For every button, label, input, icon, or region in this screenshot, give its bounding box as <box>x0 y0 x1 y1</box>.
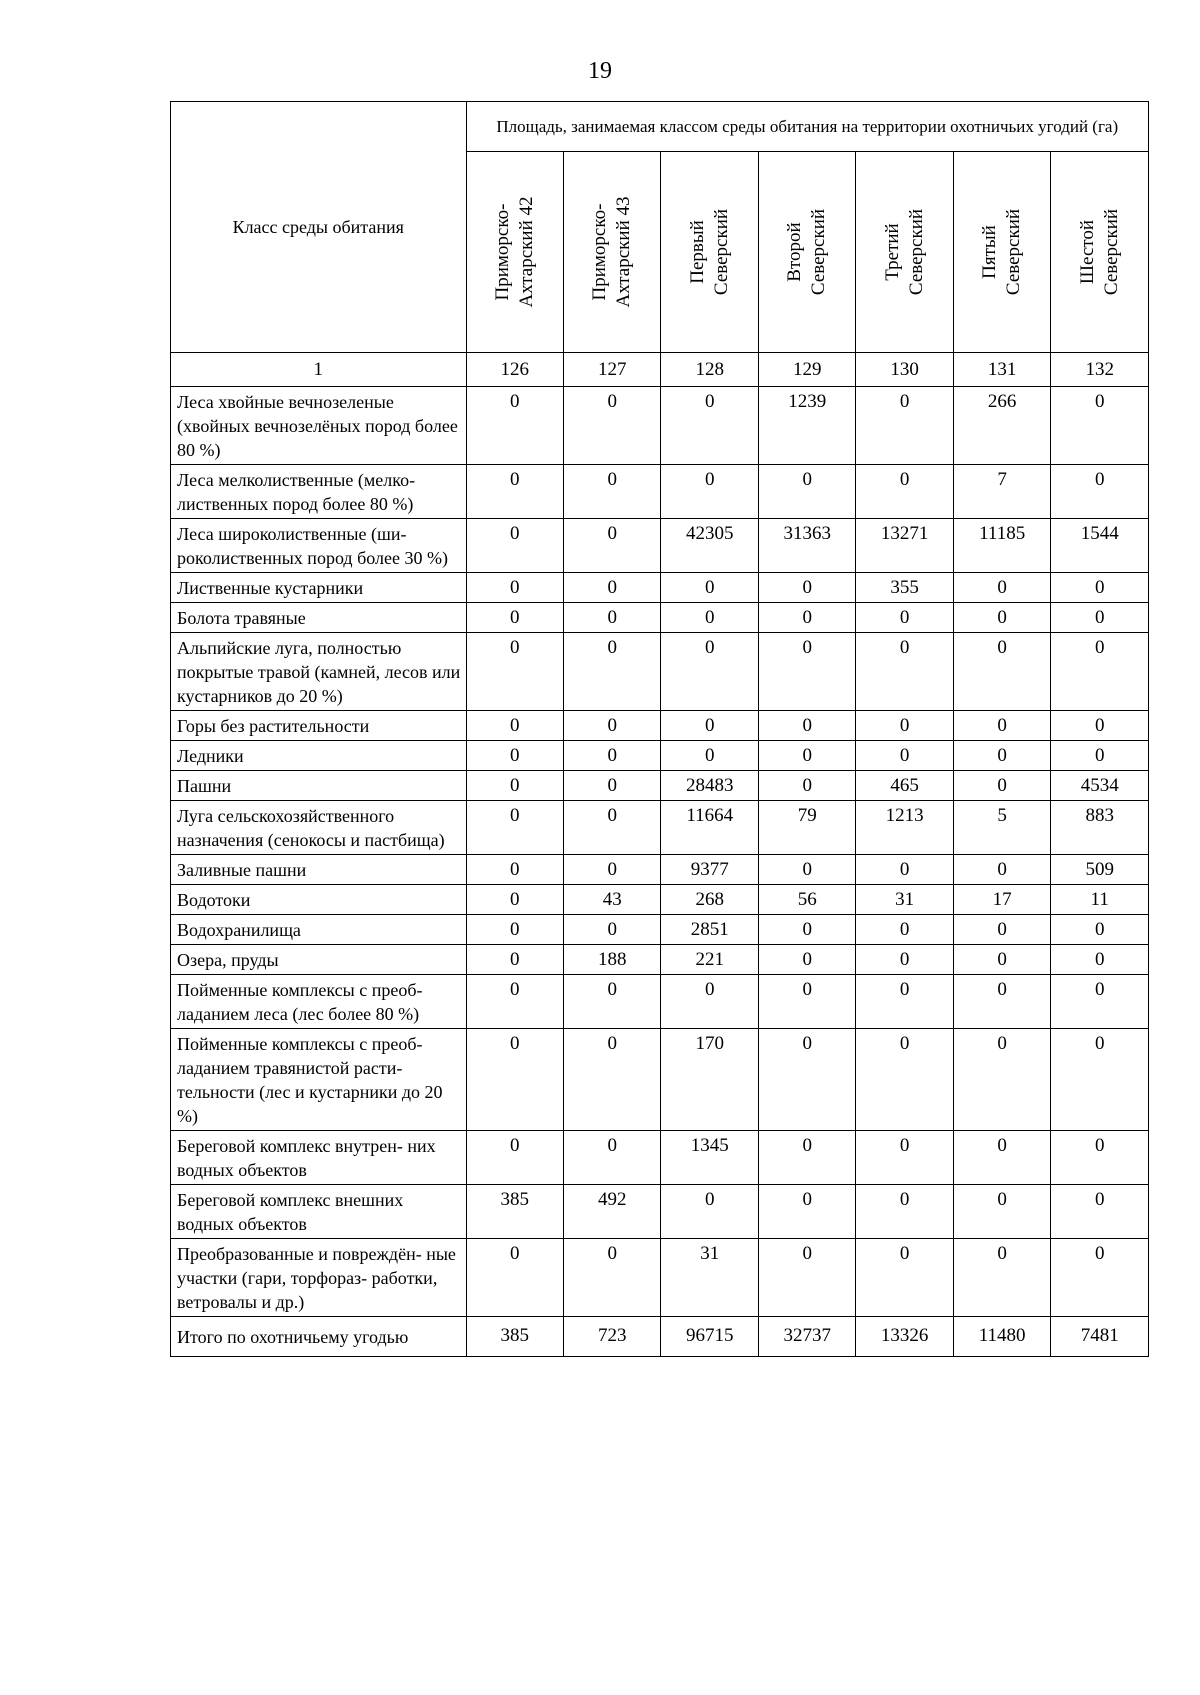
area-value: 0 <box>856 741 953 771</box>
habitat-class-name: Леса широколиственные (ши- роколиственных пород более 30 %) <box>171 519 467 573</box>
area-value: 7 <box>953 465 1050 519</box>
area-value: 0 <box>1051 741 1149 771</box>
area-value: 0 <box>563 741 660 771</box>
area-value: 0 <box>466 741 563 771</box>
area-value: 0 <box>856 1185 953 1239</box>
area-value: 0 <box>953 915 1050 945</box>
table-row <box>171 771 1149 801</box>
column-header-line: Третий <box>881 223 903 281</box>
area-value: 0 <box>466 633 563 711</box>
column-header-label <box>783 162 831 342</box>
habitat-class-name: Болота травяные <box>171 603 467 633</box>
area-value: 0 <box>1051 975 1149 1029</box>
habitat-class-name: Лиственные кустарники <box>171 573 467 603</box>
area-value: 0 <box>758 465 855 519</box>
column-header-line: Второй <box>784 222 806 282</box>
area-value: 268 <box>661 885 758 915</box>
area-value: 28483 <box>661 771 758 801</box>
area-value: 0 <box>661 603 758 633</box>
area-value: 385 <box>466 1317 563 1357</box>
area-value: 0 <box>953 711 1050 741</box>
table-row <box>171 633 1149 711</box>
habitat-class-name: Ледники <box>171 741 467 771</box>
column-header-label <box>881 162 929 342</box>
area-value: 0 <box>466 711 563 741</box>
column-header-line: Северский <box>905 208 927 296</box>
area-value: 465 <box>856 771 953 801</box>
column-header-label <box>588 162 636 342</box>
area-value: 11664 <box>661 801 758 855</box>
area-value: 0 <box>466 1239 563 1317</box>
area-value: 11480 <box>953 1317 1050 1357</box>
habitat-class-name: Леса мелколиственные (мелко- лиственных пород более 80 %) <box>171 465 467 519</box>
area-value: 0 <box>563 519 660 573</box>
area-value: 0 <box>856 915 953 945</box>
area-value: 0 <box>563 633 660 711</box>
area-value: 0 <box>953 1239 1050 1317</box>
table-row <box>171 855 1149 885</box>
area-value: 0 <box>953 1131 1050 1185</box>
area-value: 0 <box>856 633 953 711</box>
area-value: 1345 <box>661 1131 758 1185</box>
area-value: 0 <box>563 387 660 465</box>
area-value: 0 <box>953 855 1050 885</box>
column-header-line: Северский <box>1100 208 1122 296</box>
table-row <box>171 915 1149 945</box>
area-value: 13326 <box>856 1317 953 1357</box>
area-value: 0 <box>466 465 563 519</box>
area-value: 509 <box>1051 855 1149 885</box>
area-value: 0 <box>563 855 660 885</box>
area-value: 0 <box>758 1185 855 1239</box>
table-row <box>171 1131 1149 1185</box>
area-value: 0 <box>856 1239 953 1317</box>
area-value: 0 <box>758 855 855 885</box>
area-value: 883 <box>1051 801 1149 855</box>
area-value: 0 <box>466 855 563 885</box>
table-row <box>171 1239 1149 1317</box>
column-header-line: Ахтарский 43 <box>613 196 635 308</box>
habitat-class-name: Преобразованные и повреждён- ные участки (гари, торфораз- работки, ветровалы и др.) <box>171 1239 467 1317</box>
column-header-line: Приморско- <box>491 203 513 301</box>
area-value: 0 <box>466 519 563 573</box>
habitat-class-name: Луга сельскохозяйственного назначения (сенокосы и пастбища) <box>171 801 467 855</box>
column-header-line: Ахтарский 42 <box>515 196 537 308</box>
area-value: 0 <box>563 1131 660 1185</box>
area-value: 32737 <box>758 1317 855 1357</box>
area-value: 1239 <box>758 387 855 465</box>
column-header-line: Пятый <box>979 225 1001 279</box>
table-row <box>171 1029 1149 1131</box>
area-value: 0 <box>856 975 953 1029</box>
column-header <box>953 152 1050 353</box>
habitat-class-name: Береговой комплекс внешних водных объектов <box>171 1185 467 1239</box>
area-value: 188 <box>563 945 660 975</box>
area-value: 0 <box>1051 465 1149 519</box>
area-value: 0 <box>466 801 563 855</box>
habitat-area-table <box>170 101 1149 1357</box>
area-value: 0 <box>1051 1185 1149 1239</box>
area-value: 0 <box>856 855 953 885</box>
table-row <box>171 885 1149 915</box>
area-value: 0 <box>1051 1131 1149 1185</box>
column-header-line: Северский <box>1003 208 1025 296</box>
area-value: 0 <box>661 975 758 1029</box>
area-value: 0 <box>758 771 855 801</box>
column-header-label <box>1076 162 1124 342</box>
area-value: 79 <box>758 801 855 855</box>
area-value: 0 <box>1051 711 1149 741</box>
table-row <box>171 519 1149 573</box>
area-value: 0 <box>1051 1029 1149 1131</box>
table-row <box>171 573 1149 603</box>
column-number: 128 <box>661 353 758 387</box>
column-number: 132 <box>1051 353 1149 387</box>
area-value: 0 <box>563 1239 660 1317</box>
area-value: 1213 <box>856 801 953 855</box>
area-value: 0 <box>953 1029 1050 1131</box>
area-value: 4534 <box>1051 771 1149 801</box>
area-value: 0 <box>953 1185 1050 1239</box>
area-value: 0 <box>466 603 563 633</box>
column-header-label <box>491 162 539 342</box>
area-value: 0 <box>661 1185 758 1239</box>
habitat-class-name: Итого по охотничьему угодью <box>171 1317 467 1357</box>
area-value: 0 <box>563 915 660 945</box>
area-value: 0 <box>1051 603 1149 633</box>
column-header <box>661 152 758 353</box>
area-value: 0 <box>856 465 953 519</box>
column-number-row <box>171 353 1149 387</box>
area-value: 0 <box>953 633 1050 711</box>
area-value: 385 <box>466 1185 563 1239</box>
habitat-class-name: Леса хвойные вечнозеленые (хвойных вечнозелёных пород более 80 %) <box>171 387 467 465</box>
column-header <box>563 152 660 353</box>
column-header <box>758 152 855 353</box>
area-value: 17 <box>953 885 1050 915</box>
area-value: 31 <box>856 885 953 915</box>
table-row <box>171 711 1149 741</box>
area-value: 0 <box>1051 573 1149 603</box>
habitat-class-name: Пашни <box>171 771 467 801</box>
area-value: 0 <box>466 387 563 465</box>
area-value: 0 <box>563 573 660 603</box>
column-header-line: Шестой <box>1076 219 1098 285</box>
table-row <box>171 465 1149 519</box>
area-value: 0 <box>953 975 1050 1029</box>
area-value: 0 <box>856 945 953 975</box>
habitat-class-name: Пойменные комплексы с преоб- ладанием травянистой расти- тельности (лес и кустарники до 20 %) <box>171 1029 467 1131</box>
area-value: 0 <box>758 1239 855 1317</box>
area-value: 0 <box>563 801 660 855</box>
habitat-class-name: Заливные пашни <box>171 855 467 885</box>
area-value: 0 <box>1051 1239 1149 1317</box>
column-header <box>1051 152 1149 353</box>
area-value: 0 <box>1051 633 1149 711</box>
column-number: 131 <box>953 353 1050 387</box>
column-header-label <box>686 162 734 342</box>
area-value: 0 <box>661 633 758 711</box>
area-value: 0 <box>466 573 563 603</box>
area-value: 492 <box>563 1185 660 1239</box>
area-value: 0 <box>856 1029 953 1131</box>
area-value: 0 <box>466 1131 563 1185</box>
area-value: 0 <box>563 603 660 633</box>
habitat-class-name: Пойменные комплексы с преоб- ладанием леса (лес более 80 %) <box>171 975 467 1029</box>
area-value: 7481 <box>1051 1317 1149 1357</box>
area-value: 0 <box>758 975 855 1029</box>
area-value: 0 <box>563 975 660 1029</box>
habitat-class-name: Водотоки <box>171 885 467 915</box>
page-number: 19 <box>588 58 612 84</box>
area-value: 0 <box>758 915 855 945</box>
area-value: 0 <box>758 633 855 711</box>
column-header-line: Северский <box>808 208 830 296</box>
column-number: 1 <box>171 353 467 387</box>
habitat-class-name: Водохранилища <box>171 915 467 945</box>
column-number: 127 <box>563 353 660 387</box>
table-row <box>171 1185 1149 1239</box>
area-value: 723 <box>563 1317 660 1357</box>
table-row <box>171 741 1149 771</box>
habitat-class-name: Альпийские луга, полностью покрытые травой (камней, лесов или кустарников до 20 %) <box>171 633 467 711</box>
area-value: 0 <box>466 885 563 915</box>
column-header-line: Северский <box>710 208 732 296</box>
area-value: 0 <box>661 741 758 771</box>
column-header-label <box>978 162 1026 342</box>
area-value: 0 <box>466 915 563 945</box>
area-value: 42305 <box>661 519 758 573</box>
habitat-class-name: Озера, пруды <box>171 945 467 975</box>
area-value: 96715 <box>661 1317 758 1357</box>
area-value: 11 <box>1051 885 1149 915</box>
area-value: 0 <box>953 603 1050 633</box>
area-value: 43 <box>563 885 660 915</box>
area-value: 56 <box>758 885 855 915</box>
area-value: 2851 <box>661 915 758 945</box>
habitat-class-name: Береговой комплекс внутрен- них водных объектов <box>171 1131 467 1185</box>
area-value: 0 <box>953 573 1050 603</box>
column-number: 130 <box>856 353 953 387</box>
area-value: 0 <box>953 741 1050 771</box>
class-header: Класс среды обитания <box>171 102 467 353</box>
area-value: 0 <box>466 975 563 1029</box>
area-value: 0 <box>758 603 855 633</box>
area-value: 0 <box>758 711 855 741</box>
area-value: 11185 <box>953 519 1050 573</box>
area-value: 0 <box>661 711 758 741</box>
area-value: 0 <box>856 711 953 741</box>
column-header <box>466 152 563 353</box>
area-value: 0 <box>466 945 563 975</box>
area-value: 1544 <box>1051 519 1149 573</box>
column-number: 126 <box>466 353 563 387</box>
area-value: 0 <box>758 1131 855 1185</box>
area-value: 0 <box>953 945 1050 975</box>
area-value: 0 <box>563 771 660 801</box>
area-value: 0 <box>661 387 758 465</box>
area-value: 0 <box>563 465 660 519</box>
area-value: 0 <box>661 573 758 603</box>
table-row <box>171 603 1149 633</box>
area-value: 13271 <box>856 519 953 573</box>
area-value: 31363 <box>758 519 855 573</box>
table-row <box>171 975 1149 1029</box>
area-group-header: Площадь, занимаемая классом среды обитания на территории охотничьих угодий (га) <box>466 102 1149 152</box>
habitat-class-name: Горы без растительности <box>171 711 467 741</box>
column-number: 129 <box>758 353 855 387</box>
area-value: 0 <box>1051 915 1149 945</box>
area-value: 0 <box>758 741 855 771</box>
area-value: 0 <box>563 711 660 741</box>
area-value: 0 <box>1051 387 1149 465</box>
area-value: 0 <box>758 1029 855 1131</box>
area-value: 0 <box>856 603 953 633</box>
area-value: 0 <box>563 1029 660 1131</box>
area-value: 266 <box>953 387 1050 465</box>
area-value: 5 <box>953 801 1050 855</box>
area-value: 0 <box>758 945 855 975</box>
area-value: 0 <box>466 771 563 801</box>
area-value: 31 <box>661 1239 758 1317</box>
table-row <box>171 801 1149 855</box>
area-value: 9377 <box>661 855 758 885</box>
area-value: 0 <box>466 1029 563 1131</box>
area-value: 0 <box>1051 945 1149 975</box>
area-value: 0 <box>856 1131 953 1185</box>
area-value: 0 <box>856 387 953 465</box>
area-value: 0 <box>661 465 758 519</box>
table-row <box>171 945 1149 975</box>
area-value: 221 <box>661 945 758 975</box>
table-row <box>171 387 1149 465</box>
area-value: 0 <box>953 771 1050 801</box>
column-header-line: Первый <box>686 220 708 284</box>
column-header-line: Приморско- <box>589 203 611 301</box>
area-value: 355 <box>856 573 953 603</box>
total-row <box>171 1317 1149 1357</box>
area-value: 170 <box>661 1029 758 1131</box>
column-header <box>856 152 953 353</box>
area-value: 0 <box>758 573 855 603</box>
